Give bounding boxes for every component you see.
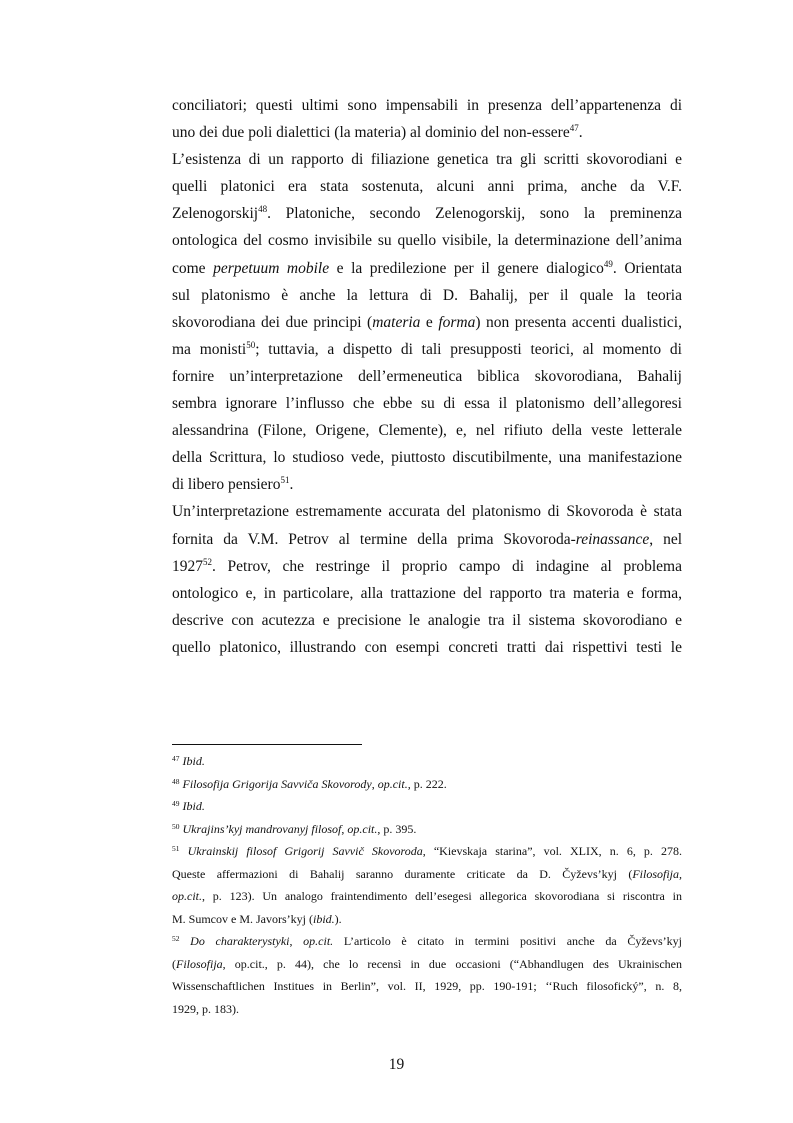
text-line: fornire un’interpretazione dell’ermeneutica biblica skovorodiana, Bahalij [172, 367, 682, 385]
text-line: descrive con acutezza e precisione le analogie tra il sistema skovorodiano e [172, 611, 682, 629]
text-line: sul platonismo è anche la lettura di D. Bahalij, per il quale la teoria [172, 286, 682, 304]
footnote-line: $^{52}$ Do charakterystyki, op.cit. L’articolo è citato in termini positivi anche da Čyževs’kyj [172, 934, 682, 948]
footnote-line: (Filosofija, op.cit., p. 44), che lo recensì in due occasioni (“Abhandlugen des Ukrainischen [172, 956, 682, 971]
footnote-51 [172, 840, 682, 930]
footnote-line: Queste affermazioni di Bahalij saranno duramente criticate da D. Čyževs’kyj (Filosofija, [172, 866, 682, 881]
page-number: 19 [388, 1056, 405, 1073]
footnote-line: Wissenschaftlichen Institues in Berlin”, vol. II, 1929, pp. 190-191; ‘‘Ruch filosofický”, n. 8, [172, 979, 682, 993]
text-line: Zelenogorskij$^{48}$. Platoniche, secondo Zelenogorskij, sono la preminenza [172, 204, 682, 223]
text-line: sembra ignorare l’influsso che ebbe su di essa il platonismo dell’allegoresi [172, 395, 682, 413]
text-line: quello platonico, illustrando con esempi concreti tratti dai rispettivi testi le [172, 638, 682, 656]
main-text [172, 92, 682, 661]
text-line: L’esistenza di un rapporto di filiazione genetica tra gli scritti skovorodiani e [172, 151, 682, 169]
text-line: 1927$^{52}$. Petrov, che restringe il proprio campo di indagine al problema [172, 556, 682, 575]
footnote-line: $^{51}$ Ukrainskij filosof Grigorij Savvič Skovoroda, “Kievskaja starina”, vol. XLIX, n. 6, p. 278. [172, 844, 682, 858]
footnote-47: $^{47}$ Ibid. [172, 754, 205, 768]
footnote-49: $^{49}$ Ibid. [172, 799, 205, 813]
footnote-ref[interactable]: 51 [280, 475, 290, 486]
text-line: conciliatori; questi ultimi sono impensabili in presenza dell’appartenenza di [172, 97, 682, 114]
footnote-ref[interactable]: 49 [603, 258, 613, 269]
text-line: alessandrina (Filone, Origene, Clemente), e, nel rifiuto della veste letterale [172, 422, 682, 440]
text-line: skovorodiana dei due principi (materia e forma) non presenta accenti dualistici, [172, 313, 682, 331]
text-line: ontologico e, in particolare, alla trattazione del rapporto tra materia e forma, [172, 584, 682, 602]
footnotes [172, 750, 682, 1020]
text-line: uno dei due poli dialettici (la materia) al dominio del non-essere$^{47}$. [172, 123, 583, 142]
footnote-line: op.cit., p. 123). Un analogo fraintendimento dell’esegesi allegorica skovorodiana si riscontra in [172, 889, 682, 903]
text-line: fornita da V.M. Petrov al termine della prima Skovoroda-reinassance, nel [172, 530, 682, 548]
footnote-50: $^{50}$ Ukrajins’kyj mandrovanyj filosof, op.cit., p. 395. [172, 821, 417, 836]
text-line: di libero pensiero$^{51}$. [172, 475, 294, 494]
footnote-52 [172, 930, 682, 1020]
footnote-ref[interactable]: 50 [246, 339, 256, 350]
text-line: quelli platonici era stata sostenuta, alcuni anni prima, anche da V.F. [172, 178, 682, 196]
text-line: ontologica del cosmo invisibile su quello visibile, la determinazione dell’anima [172, 232, 682, 250]
footnote-ref[interactable]: 47 [569, 123, 579, 134]
text-line: Un’interpretazione estremamente accurata del platonismo di Skovoroda è stata [172, 503, 682, 521]
text-line: della Scrittura, lo studioso vede, piuttosto discutibilmente, una manifestazione [172, 449, 682, 467]
text-line: ma monisti$^{50}$; tuttavia, a dispetto di tali presupposti teorici, al momento di [172, 339, 682, 358]
footnote-line: M. Sumcov e M. Javors’kyj (ibid.). [172, 911, 342, 926]
footnote-ref[interactable]: 52 [203, 556, 212, 567]
footnote-line: 1929, p. 183). [172, 1001, 239, 1016]
footnote-separator [172, 744, 362, 745]
footnote-ref[interactable]: 48 [258, 204, 268, 215]
footnote-48: $^{48}$ Filosofija Grigorija Savviča Skovorody, op.cit., p. 222. [172, 776, 447, 791]
text-line: come perpetuum mobile e la predilezione per il genere dialogico$^{49}$. Orientata [172, 258, 682, 277]
